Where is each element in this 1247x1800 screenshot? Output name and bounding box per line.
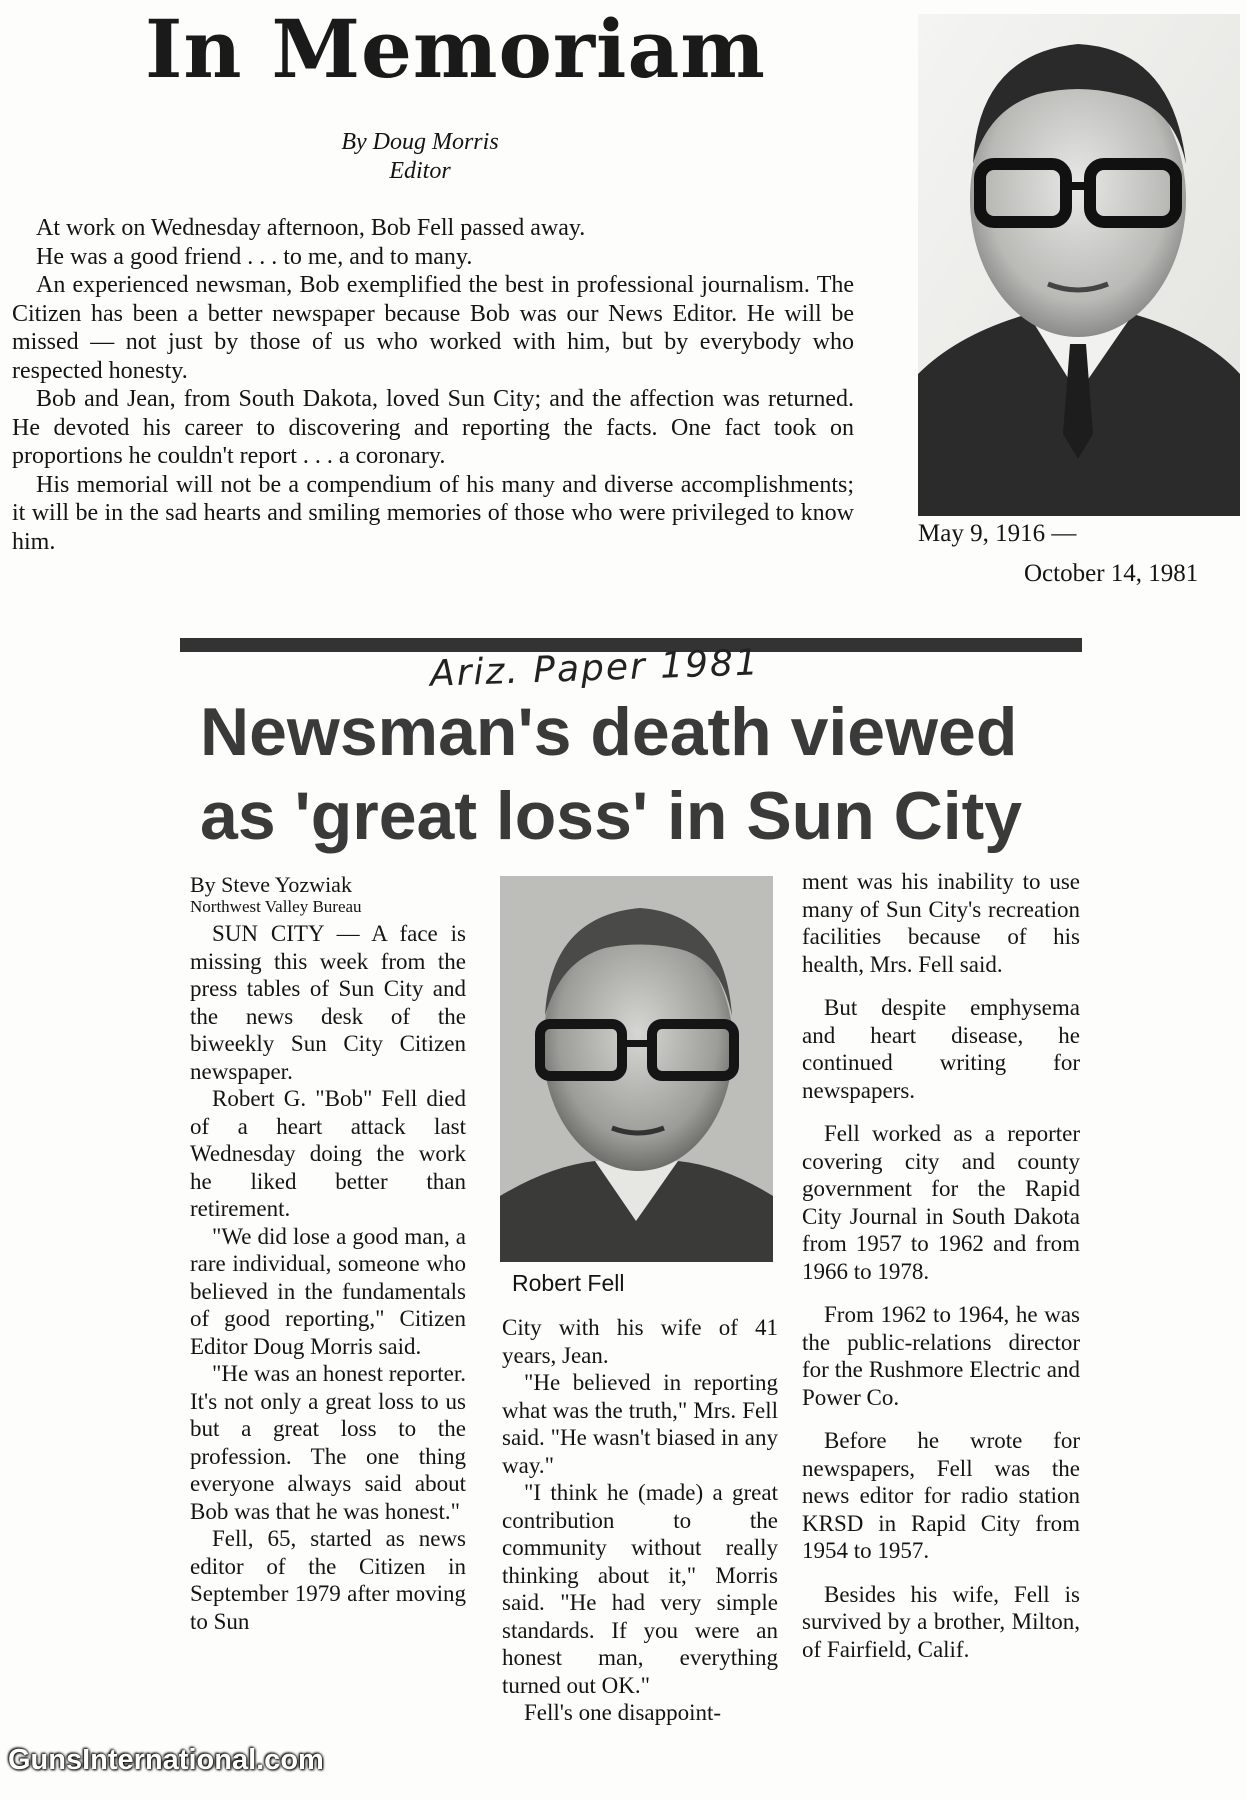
article-paragraph: Fell worked as a reporter covering city and county government for the Rapid City Journal in South Dakota from 1957 to 1962 and from 1966 to 1978.	[802, 1121, 1080, 1284]
article-column-1	[190, 873, 466, 1635]
article-paragraph: Before he wrote for newspapers, Fell was the news editor for radio station KRSD in Rapid City from 1954 to 1957.	[802, 1428, 1080, 1563]
memoriam-paragraph: Bob and Jean, from South Dakota, loved Sun City; and the affection was returned. He devoted his career to discovering and reporting the facts. One fact took on proportions he couldn't report . . . a coronary.	[12, 386, 854, 469]
article-paragraph: Robert G. "Bob" Fell died of a heart attack last Wednesday doing the work he liked better than retirement.	[190, 1086, 466, 1221]
article-byline: By Steve Yozwiak	[190, 872, 352, 897]
memoriam-byline-block	[300, 128, 540, 186]
article-paragraph: Fell, 65, started as news editor of the Citizen in September 1979 after moving to Sun	[190, 1526, 466, 1634]
death-date: October 14, 1981	[1024, 560, 1199, 587]
memoriam-title: In Memoriam	[145, 2, 766, 96]
memoriam-paragraph: He was a good friend . . . to me, and to many.	[36, 243, 473, 270]
article-photo	[500, 876, 773, 1262]
article-paragraph: But despite emphysema and heart disease, he continued writing for newspapers.	[802, 995, 1080, 1103]
memoriam-paragraph: At work on Wednesday afternoon, Bob Fell passed away.	[36, 215, 586, 241]
memoriam-byline: By Doug Morris	[341, 129, 499, 155]
headline-line-1: Newsman's death viewed	[200, 694, 1018, 770]
article-paragraph: City with his wife of 41 years, Jean.	[502, 1315, 778, 1368]
article-column-3	[802, 868, 1080, 1679]
portrait-photo	[918, 14, 1240, 516]
handwritten-note: Ariz. Paper 1981	[429, 642, 761, 695]
memoriam-paragraph: His memorial will not be a compendium of his many and diverse accomplishments; it will be in the sad hearts and smiling memories of those who were privileged to know him.	[12, 471, 854, 555]
article-bureau: Northwest Valley Bureau	[190, 897, 362, 916]
memoriam-byline-role: Editor	[389, 158, 451, 184]
birth-date: May 9, 1916 —	[918, 520, 1077, 547]
article-paragraph: From 1962 to 1964, he was the public-relations director for the Rushmore Electric and Power Co.	[802, 1302, 1080, 1410]
article-paragraph: Besides his wife, Fell is survived by a brother, Milton, of Fairfield, Calif.	[802, 1581, 1080, 1662]
site-watermark: GunsInternational.com	[8, 1744, 324, 1776]
article-paragraph: ment was his inability to use many of Sun City's recreation facilities because of his health, Mrs. Fell said.	[802, 869, 1080, 977]
article-column-2	[502, 1314, 778, 1727]
memoriam-body	[12, 214, 854, 556]
headline-line-2: as 'great loss' in Sun City	[200, 778, 1023, 854]
clipping-headline	[200, 690, 1100, 858]
article-paragraph: "I think he (made) a great contribution to the community without really thinking about it," Morris said. "He had very simple standards. If you were an honest man, everything turned out OK."	[502, 1480, 778, 1698]
article-paragraph: Fell's one disappoint-	[524, 1700, 722, 1725]
photo-caption: Robert Fell	[512, 1270, 625, 1296]
article-paragraph: "He was an honest reporter. It's not only a great loss to us but a great loss to the profession. The one thing everyone always said about Bob was that he was honest."	[190, 1361, 466, 1524]
article-paragraph: "He believed in reporting what was the truth," Mrs. Fell said. "He wasn't biased in any way."	[502, 1370, 778, 1478]
article-paragraph: SUN CITY — A face is missing this week from the press tables of Sun City and the news desk of the biweekly Sun City Citizen newspaper.	[190, 921, 466, 1084]
article-paragraph: "We did lose a good man, a rare individual, someone who believed in the fundamentals of good reporting," Citizen Editor Doug Morris said.	[190, 1223, 466, 1359]
memoriam-paragraph: An experienced newsman, Bob exemplified the best in professional journalism. The Citizen has been a better newspaper because Bob was our News Editor. He will be missed — not just by those of us who worked with him, but by everybody who respected honesty.	[12, 272, 854, 384]
